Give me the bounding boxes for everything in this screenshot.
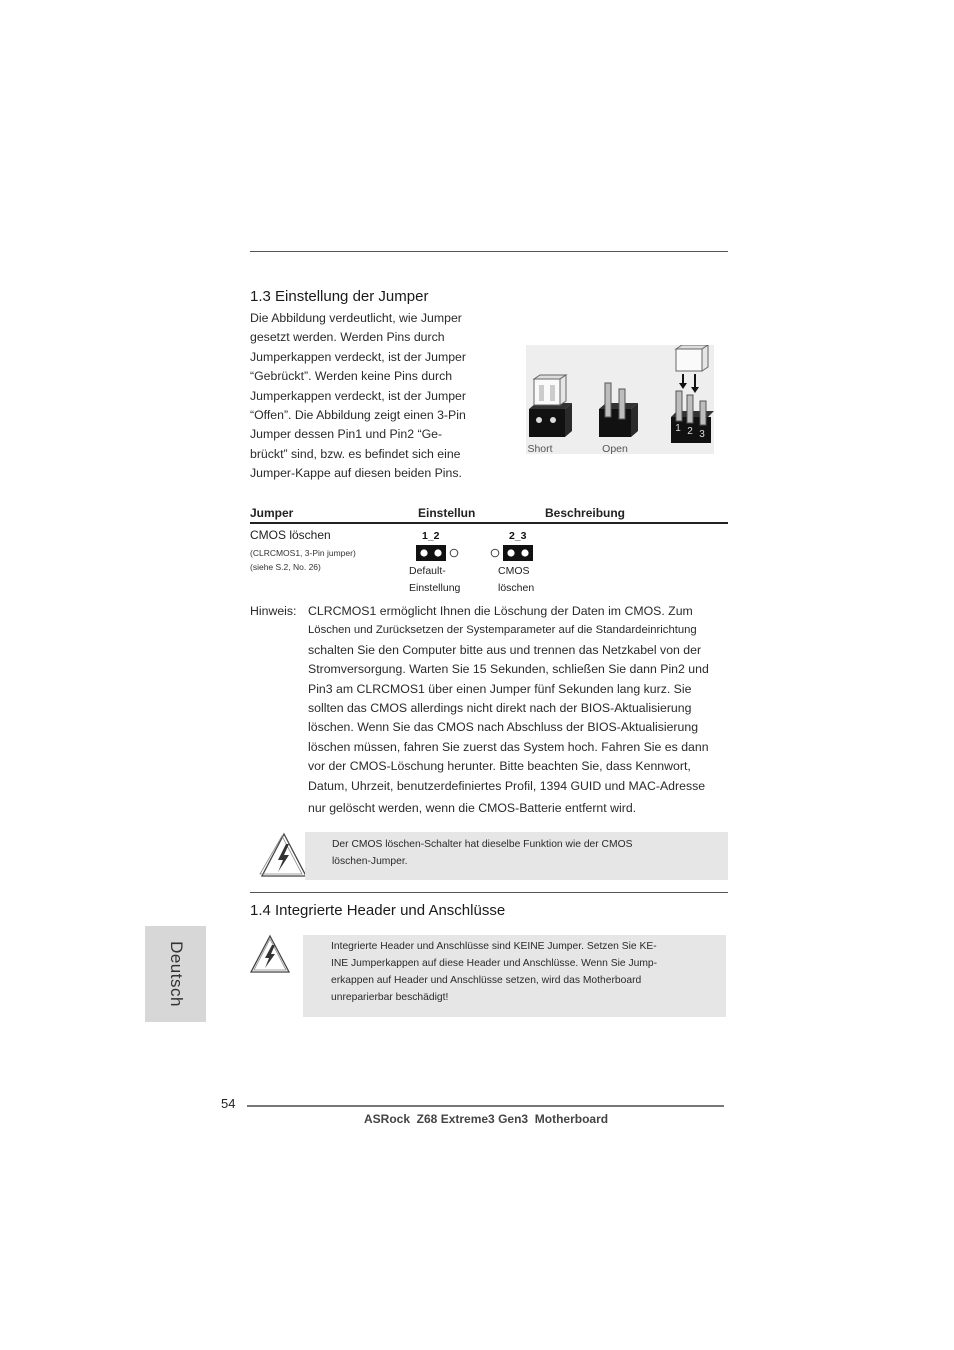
note-text-headers [331, 938, 690, 1006]
page-number: 54 [221, 1096, 236, 1111]
jumper-sub-page: (siehe S.2, No. 26) [250, 562, 321, 572]
hinweis-line: Stromversorgung. Warten Sie 15 Sekunden, schließen Sie dann Pin2 und [308, 662, 709, 677]
intro-paragraph [250, 309, 478, 484]
setting-2-3-label: 2_3 [509, 530, 527, 542]
hinweis-line: vor der CMOS-Löschung herunter. Bitte beachten Sie, dass Kennwort, [308, 759, 691, 774]
jumper-sub-ref: (CLRCMOS1, 3-Pin jumper) [250, 548, 356, 558]
intro-line: Jumperkappen verdeckt, ist der Jumper [250, 388, 466, 403]
language-tab [145, 926, 206, 1022]
jumper-2-3-diagram [489, 545, 535, 561]
hinweis-line: Löschen und Zurücksetzen der Systemparameter auf die Standardeinrichtung [308, 624, 697, 637]
warning-icon [256, 832, 308, 878]
note-line: INE Jumperkappen auf diese Header und Anschlüsse. Wenn Sie Jump- [331, 958, 658, 969]
open-jumper-icon [599, 383, 638, 437]
hinweis-line: Pin3 am CLRCMOS1 über einen Jumper fünf Sekunden lang kurz. Sie [308, 681, 692, 696]
setting-1-2-desc-line2: Einstellung [409, 582, 461, 594]
short-jumper-icon [529, 375, 572, 437]
hinweis-line: sollten das CMOS allerdings nicht direkt nach der BIOS-Aktualisierung [308, 701, 692, 716]
jumper-illustration [526, 345, 714, 454]
pin-number-3: 3 [699, 429, 705, 440]
warning-icon [249, 934, 291, 974]
note-text-cmos [332, 836, 722, 870]
intro-line: Jumperkappen verdeckt, ist der Jumper [250, 349, 466, 364]
table-header-rule [250, 522, 728, 524]
footer-rule [247, 1105, 724, 1107]
pin-number-2: 2 [687, 426, 693, 437]
note-line: erkappen auf Header und Anschlüsse setzen, wird das Motherboard [331, 975, 642, 986]
hinweis-line: löschen müssen, fahren Sie zuerst das System hoch. Fahren Sie es dann [308, 739, 709, 754]
note-line: unreparierbar beschädigt! [331, 992, 449, 1003]
jumper-name: CMOS löschen [250, 528, 331, 542]
intro-line: brückt” sind, bzw. es befindet sich eine [250, 446, 461, 461]
hinweis-line: nur gelöscht werden, wenn die CMOS-Batterie entfernt wird. [308, 801, 637, 816]
intro-line: “Gebrückt”. Werden keine Pins durch [250, 369, 453, 384]
section-rule [250, 892, 728, 893]
short-label: Short [527, 443, 553, 454]
table-row [250, 527, 728, 597]
intro-line: “Offen”. Die Abbildung zeigt einen 3-Pin [250, 408, 466, 423]
intro-line: Jumper dessen Pin1 und Pin2 “Ge- [250, 427, 443, 442]
footer-title: ASRock Z68 Extreme3 Gen3 Motherboard [364, 1112, 609, 1126]
table-header-setting: Einstellun [418, 506, 476, 520]
table-header-description: Beschreibung [545, 506, 626, 520]
setting-1-2-desc-line1: Default- [409, 565, 446, 577]
hinweis-label: Hinweis: [250, 604, 297, 618]
intro-line: Jumper-Kappe auf diesen beiden Pins. [250, 466, 462, 481]
open-label: Open [602, 443, 628, 454]
note-line: löschen-Jumper. [332, 856, 408, 867]
table-header-jumper: Jumper [250, 506, 294, 520]
top-rule [250, 251, 728, 252]
language-tab-label: Deutsch [166, 941, 186, 1007]
section-heading-jumper: 1.3 Einstellung der Jumper [250, 288, 429, 305]
intro-line: Die Abbildung verdeutlicht, wie Jumper [250, 311, 462, 325]
setting-2-3-desc-line1: CMOS [498, 565, 530, 577]
section-heading-headers: 1.4 Integrierte Header und Anschlüsse [250, 902, 506, 919]
jumper-1-2-diagram [416, 545, 462, 561]
note-line: Der CMOS löschen-Schalter hat dieselbe Funktion wie der CMOS [332, 839, 633, 850]
setting-1-2-label: 1_2 [422, 530, 440, 542]
pin-number-1: 1 [675, 423, 681, 434]
hinweis-line: Datum, Uhrzeit, benutzerdefiniertes Profil, 1394 GUID und MAC-Adresse [308, 778, 706, 793]
hinweis-line: schalten Sie den Computer bitte aus und trennen das Netzkabel von der [308, 642, 702, 657]
intro-line: gesetzt werden. Werden Pins durch [250, 330, 445, 345]
hinweis-text [308, 602, 728, 818]
hinweis-line: CLRCMOS1 ermöglicht Ihnen die Löschung der Daten im CMOS. Zum [308, 604, 693, 618]
setting-2-3-desc-line2: löschen [498, 582, 535, 594]
note-line: Integrierte Header und Anschlüsse sind KEINE Jumper. Setzen Sie KE- [331, 941, 657, 952]
hinweis-line: löschen. Wenn Sie das CMOS nach Abschluss der BIOS-Aktualisierung [308, 720, 699, 735]
